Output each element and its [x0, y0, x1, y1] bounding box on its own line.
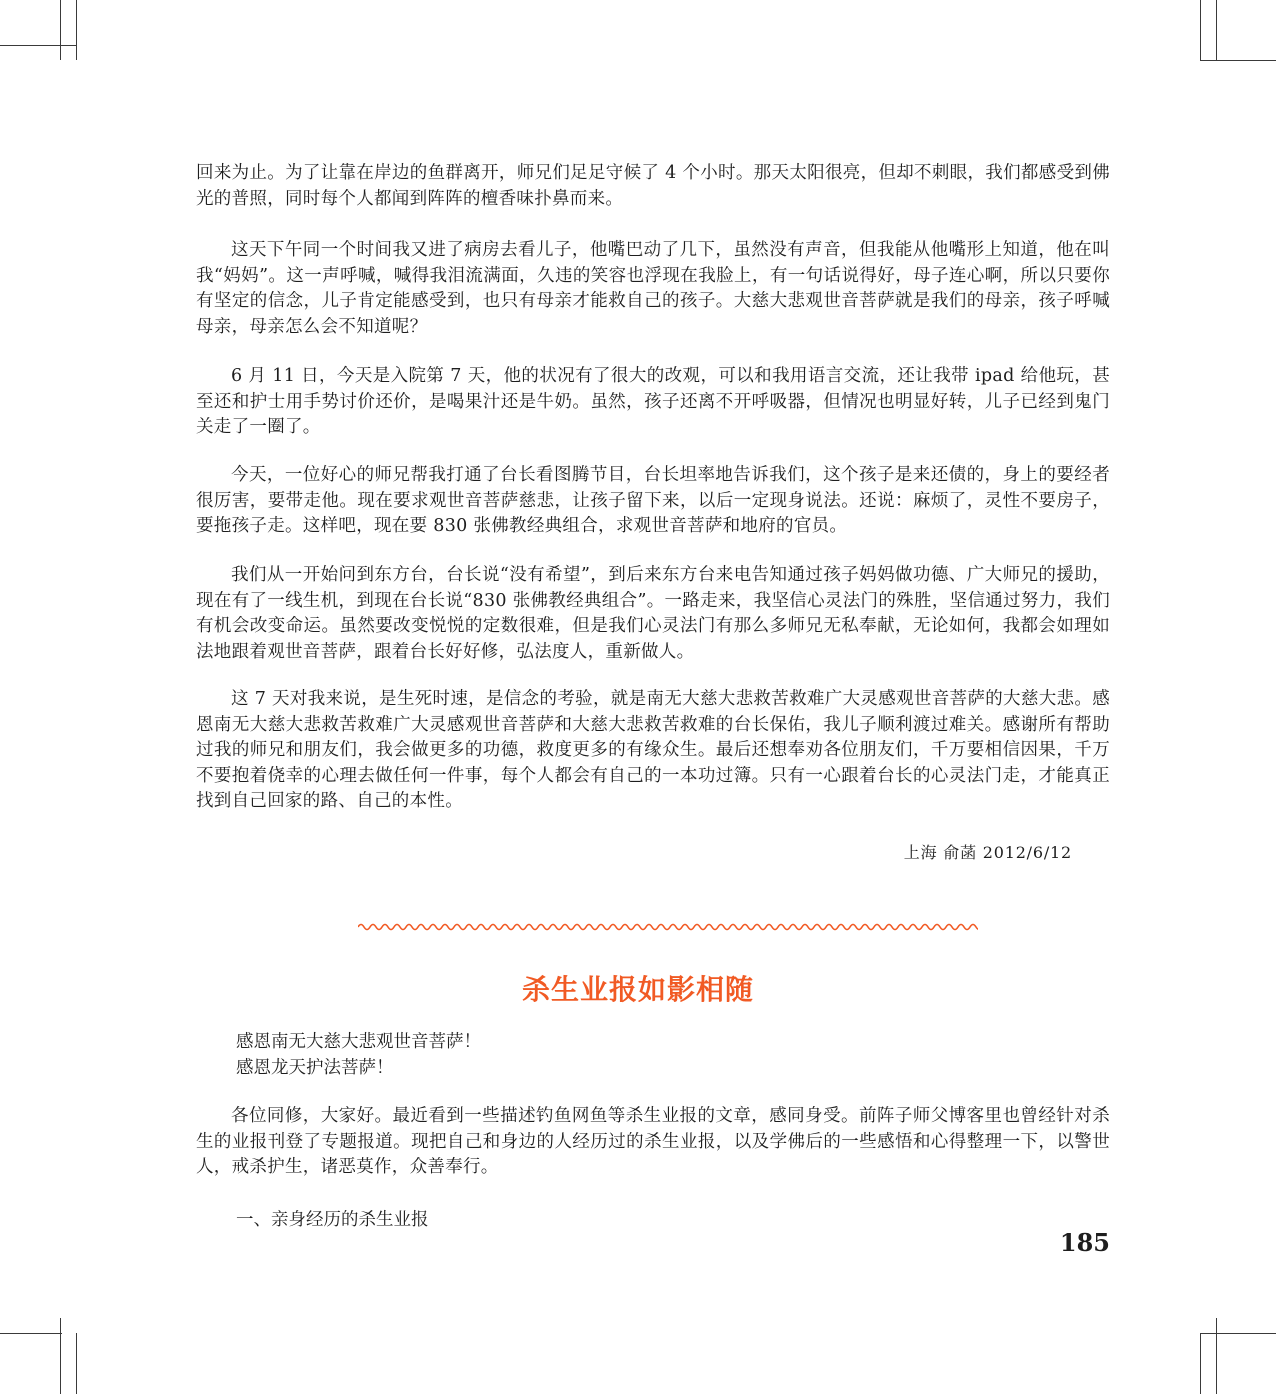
crop-mark	[1200, 0, 1201, 60]
crop-mark	[1216, 0, 1217, 60]
paragraph: 6 月 11 日，今天是入院第 7 天，他的状况有了很大的改观，可以和我用语言交流，还让我带 ipad 给他玩，甚至还和护士用手势讨价还价，是喝果汁还是牛奶。虽然，孩子还离不开呼吸器，但情况也明显好转，儿子已经到鬼门关走了一圈了。	[196, 366, 1110, 437]
greeting-line: 感恩南无大慈大悲观世音菩萨！	[236, 1032, 481, 1052]
paragraph: 这天下午同一个时间我又进了病房去看儿子，他嘴巴动了几下，虽然没有声音，但我能从他嘴形上知道，他在叫我“妈妈”。这一声呼喊，喊得我泪流满面，久违的笑容也浮现在我脸上，有一句话说得好，母子连心啊，所以只要你有坚定的信念，儿子肯定能感受到，也只有母亲才能救自己的孩子。大慈大悲观世音菩萨就是我们的母亲，孩子呼喊母亲，母亲怎么会不知道呢？	[196, 240, 1110, 337]
crop-mark	[76, 1333, 77, 1394]
signature: 上海 俞菡 2012/6/12	[903, 843, 1072, 862]
crop-mark	[1200, 60, 1276, 61]
crop-mark	[1200, 1333, 1201, 1394]
wavy-divider	[358, 920, 978, 934]
paragraph: 这 7 天对我来说，是生死时速，是信念的考验，就是南无大慈大悲救苦救难广大灵感观世音菩萨的大慈大悲。感恩南无大慈大悲救苦救难广大灵感观世音菩萨和大慈大悲救苦救难的台长保佑，我儿子顺利渡过难关。感谢所有帮助过我的师兄和朋友们，我会做更多的功德，救度更多的有缘众生。最后还想奉劝各位朋友们，千万要相信因果，千万不要抱着侥幸的心理去做任何一件事，每个人都会有自己的一本功过簿。只有一心跟着台长的心灵法门走，才能真正找到自己回家的路、自己的本性。	[196, 689, 1110, 811]
page-number: 185	[1059, 1228, 1110, 1257]
crop-mark	[1216, 1318, 1217, 1394]
crop-mark	[76, 0, 77, 60]
crop-mark	[0, 1333, 62, 1334]
article-title: 杀生业报如影相随	[521, 973, 754, 1006]
crop-mark	[60, 0, 61, 60]
section-heading: 一、亲身经历的杀生业报	[236, 1210, 429, 1230]
intro-paragraph: 各位同修，大家好。最近看到一些描述钓鱼网鱼等杀生业报的文章，感同身受。前阵子师父博客里也曾经针对杀生的业报刊登了专题报道。现把自己和身边的人经历过的杀生业报，以及学佛后的一些感悟和心得整理一下，以警世人，戒杀护生，诸恶莫作，众善奉行。	[196, 1106, 1110, 1177]
crop-mark	[60, 1318, 61, 1394]
paragraph: 今天，一位好心的师兄帮我打通了台长看图腾节目，台长坦率地告诉我们，这个孩子是来还债的，身上的要经者很厉害，要带走他。现在要求观世音菩萨慈悲，让孩子留下来，以后一定现身说法。还说：麻烦了，灵性不要房子，要拖孩子走。这样吧，现在要 830 张佛教经典组合，求观世音菩萨和地府的官员。	[196, 465, 1110, 536]
greeting-line: 感恩龙天护法菩萨！	[236, 1057, 394, 1078]
paragraph: 我们从一开始问到东方台，台长说“没有希望”，到后来东方台来电告知通过孩子妈妈做功德、广大师兄的援助，现在有了一线生机，到现在台长说“830 张佛教经典组合”。一路走来，我坚信心灵法门的殊胜，坚信通过努力，我们有机会改变命运。虽然要改变悦悦的定数很难，但是我们心灵法门有那么多师兄无私奉献，无论如何，我都会如理如法地跟着观世音菩萨，跟着台长好好修，弘法度人，重新做人。	[196, 565, 1110, 662]
crop-mark	[1200, 1333, 1276, 1334]
greeting	[236, 1030, 481, 1081]
crop-mark	[0, 45, 76, 46]
paragraph-continued: 回来为止。为了让靠在岸边的鱼群离开，师兄们足足守候了 4 个小时。那天太阳很亮，但却不刺眼，我们都感受到佛光的普照，同时每个人都闻到阵阵的檀香味扑鼻而来。	[196, 163, 1110, 209]
